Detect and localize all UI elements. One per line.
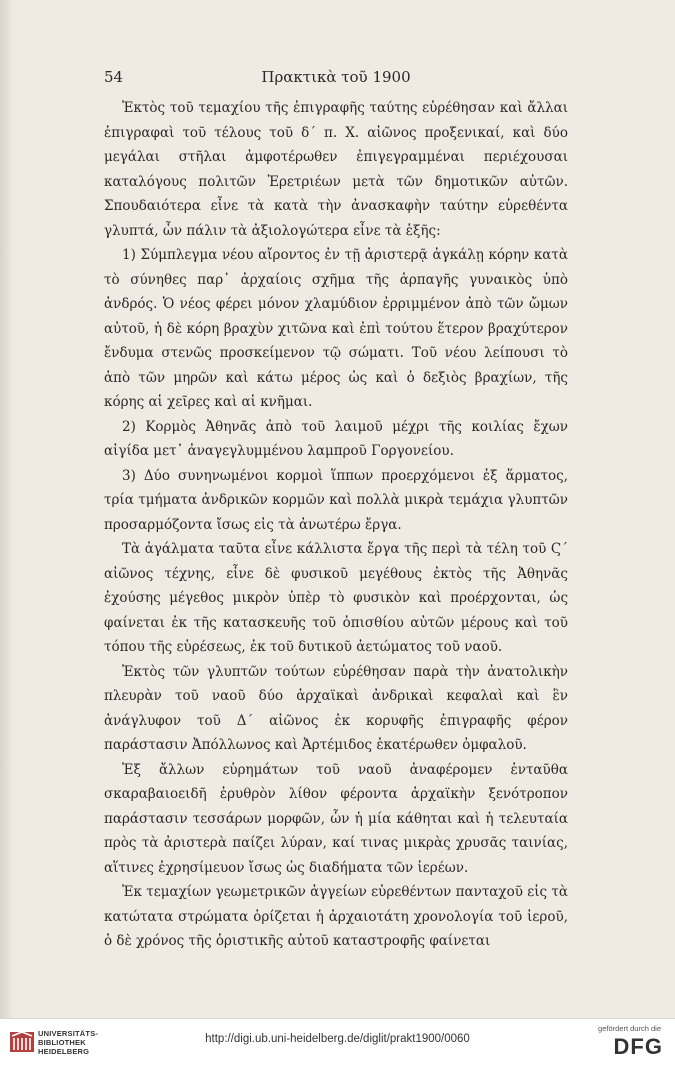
body-text bbox=[104, 96, 568, 954]
list-item-3: 3) Δύο συνηνωμένοι κορμοὶ ἵππων προερχόμενοι ἐξ ἅρματος, τρία τμήματα ἀνδρικῶν κορμῶν καὶ πολλὰ μικρὰ τεμάχια γλυπτῶν προσαρμόζοντα ἴσως εἰς τὰ ἀνωτέρω ἔργα. bbox=[104, 467, 568, 533]
list-item-1: 1) Σύμπλεγμα νέου αἴροντος ἐν τῇ ἀριστερᾷ ἀγκάλῃ κόρην κατὰ τὸ σύνηθες παρ᾽ ἀρχαίοις σχῆμα τῆς ἁρπαγῆς γυναικὸς ὑπὸ ἀνδρός. Ὁ νέος φέρει μόνον χλαμύδιον ἐρριμμένον ἀπὸ τῶν ὤμων αὐτοῦ, ἡ δὲ κόρη βραχὺν χιτῶνα καὶ ἐπὶ τούτου ἕτερον βραχύτερον ἔνδυμα στενῶς προσκείμενον τῷ σώματι. Τοῦ νέου λείπουσι τὸ ἀπὸ τῶν μηρῶν καὶ κάτω μέρος ὡς καὶ ὁ δεξιὸς βραχίων, τῆς κόρης αἱ χεῖρες καὶ αἱ κνῆμαι. bbox=[104, 247, 568, 410]
running-title: Πρακτικὰ τοῦ 1900 bbox=[261, 68, 411, 86]
dfg-logo: DFG bbox=[613, 1034, 663, 1059]
paragraph: Ἐκτὸς τοῦ τεμαχίου τῆς ἐπιγραφῆς ταύτης εὑρέθησαν καὶ ἄλλαι ἐπιγραφαὶ τοῦ τέλους τοῦ δ΄ π. Χ. αἰῶνος προξενικαί, καὶ δύο μεγάλαι στῆλαι ἀμφοτέρωθεν ἐπιγεγραμμέναι περιέχουσαι καταλόγους πολιτῶν Ἐρετριέων μετὰ τῶν δημοτικῶν αὐτῶν. Σπουδαιότερα εἶνε τὰ κατὰ τὴν ἀνασκαφὴν ταύτην εὑρεθέντα γλυπτά, ὧν πάλιν τὰ ἀξιολογώτερα εἶνε τὰ ἑξῆς: bbox=[104, 100, 568, 239]
page-edge bbox=[0, 0, 14, 1020]
paragraph: Ἐκτὸς τῶν γλυπτῶν τούτων εὑρέθησαν παρὰ τὴν ἀνατολικὴν πλευρὰν τοῦ ναοῦ δύο ἀρχαϊκαὶ ἀνδρικαὶ κεφαλαὶ καὶ ἓν ἀνάγλυφον τοῦ Δ΄ αἰῶνος ἐκ κορυφῆς ἐπιγραφῆς φέρον παράστασιν Ἀπόλλωνος καὶ Ἀρτέμιδος ἑκατέρωθεν ὀμφαλοῦ. bbox=[104, 663, 568, 753]
library-name-line: HEIDELBERG bbox=[38, 1047, 90, 1056]
list-item-2: 2) Κορμὸς Ἀθηνᾶς ἀπὸ τοῦ λαιμοῦ μέχρι τῆς κοιλίας ἔχων αἰγίδα μετ᾽ ἀναγεγλυμμένου λαμπροῦ Γοργονείου. bbox=[104, 418, 568, 459]
library-name-line: UNIVERSITÄTS- bbox=[38, 1029, 99, 1038]
paragraph: Ἐξ ἄλλων εὑρημάτων τοῦ ναοῦ ἀναφέρομεν ἐνταῦθα σκαραβαιοειδῆ ἐρυθρὸν λίθον φέροντα ἀρχαϊκὴν ξενότροπον παράστασιν τεσσάρων μορφῶν, ὧν ἡ μία κάθηται καὶ ἡ τελευταία πρὸς τὰ ἀριστερὰ παίζει λύραν, καί τινας μικρὰς χρυσᾶς ταινίας, αἵτινες ἐχρησίμευον ἴσως ὡς διαδήματα τῶν ἱερέων. bbox=[104, 761, 568, 876]
paragraph: Ἐκ τεμαχίων γεωμετρικῶν ἀγγείων εὑρεθέντων πανταχοῦ εἰς τὰ κατώτατα στρώματα ὁρίζεται ἡ ἀρχαιοτάτη χρονολογία τοῦ ἱεροῦ, ὁ δὲ χρόνος τῆς ὁριστικῆς αὐτοῦ καταστροφῆς φαίνεται bbox=[104, 884, 568, 949]
digitization-footer bbox=[0, 1018, 675, 1066]
library-name-line: BIBLIOTHEK bbox=[38, 1038, 86, 1047]
source-url[interactable]: http://digi.ub.uni-heidelberg.de/diglit/prakt1900/0060 bbox=[205, 1033, 470, 1045]
paragraph: Τὰ ἀγάλματα ταῦτα εἶνε κάλλιστα ἔργα τῆς περὶ τὰ τέλη τοῦ Ϛ΄ αἰῶνος τέχνης, εἶνε δὲ φυσικοῦ μεγέθους ἐκτὸς τῆς Ἀθηνᾶς ἐχούσης μέγεθος μικρὸν ὑπὲρ τὸ φυσικὸν καὶ προέρχονται, ὡς φαίνεται ἐκ τῆς κατασκευῆς τοῦ ὀπισθίου αὐτῶν μέρους καὶ τοῦ τόπου τῆς εὑρέσεως, ἐκ τοῦ δυτικοῦ ἀετώματος τοῦ ναοῦ. bbox=[104, 541, 568, 655]
page-number: 54 bbox=[104, 68, 124, 86]
funded-by-label: gefördert durch die bbox=[598, 1024, 661, 1033]
page-header bbox=[104, 68, 568, 90]
